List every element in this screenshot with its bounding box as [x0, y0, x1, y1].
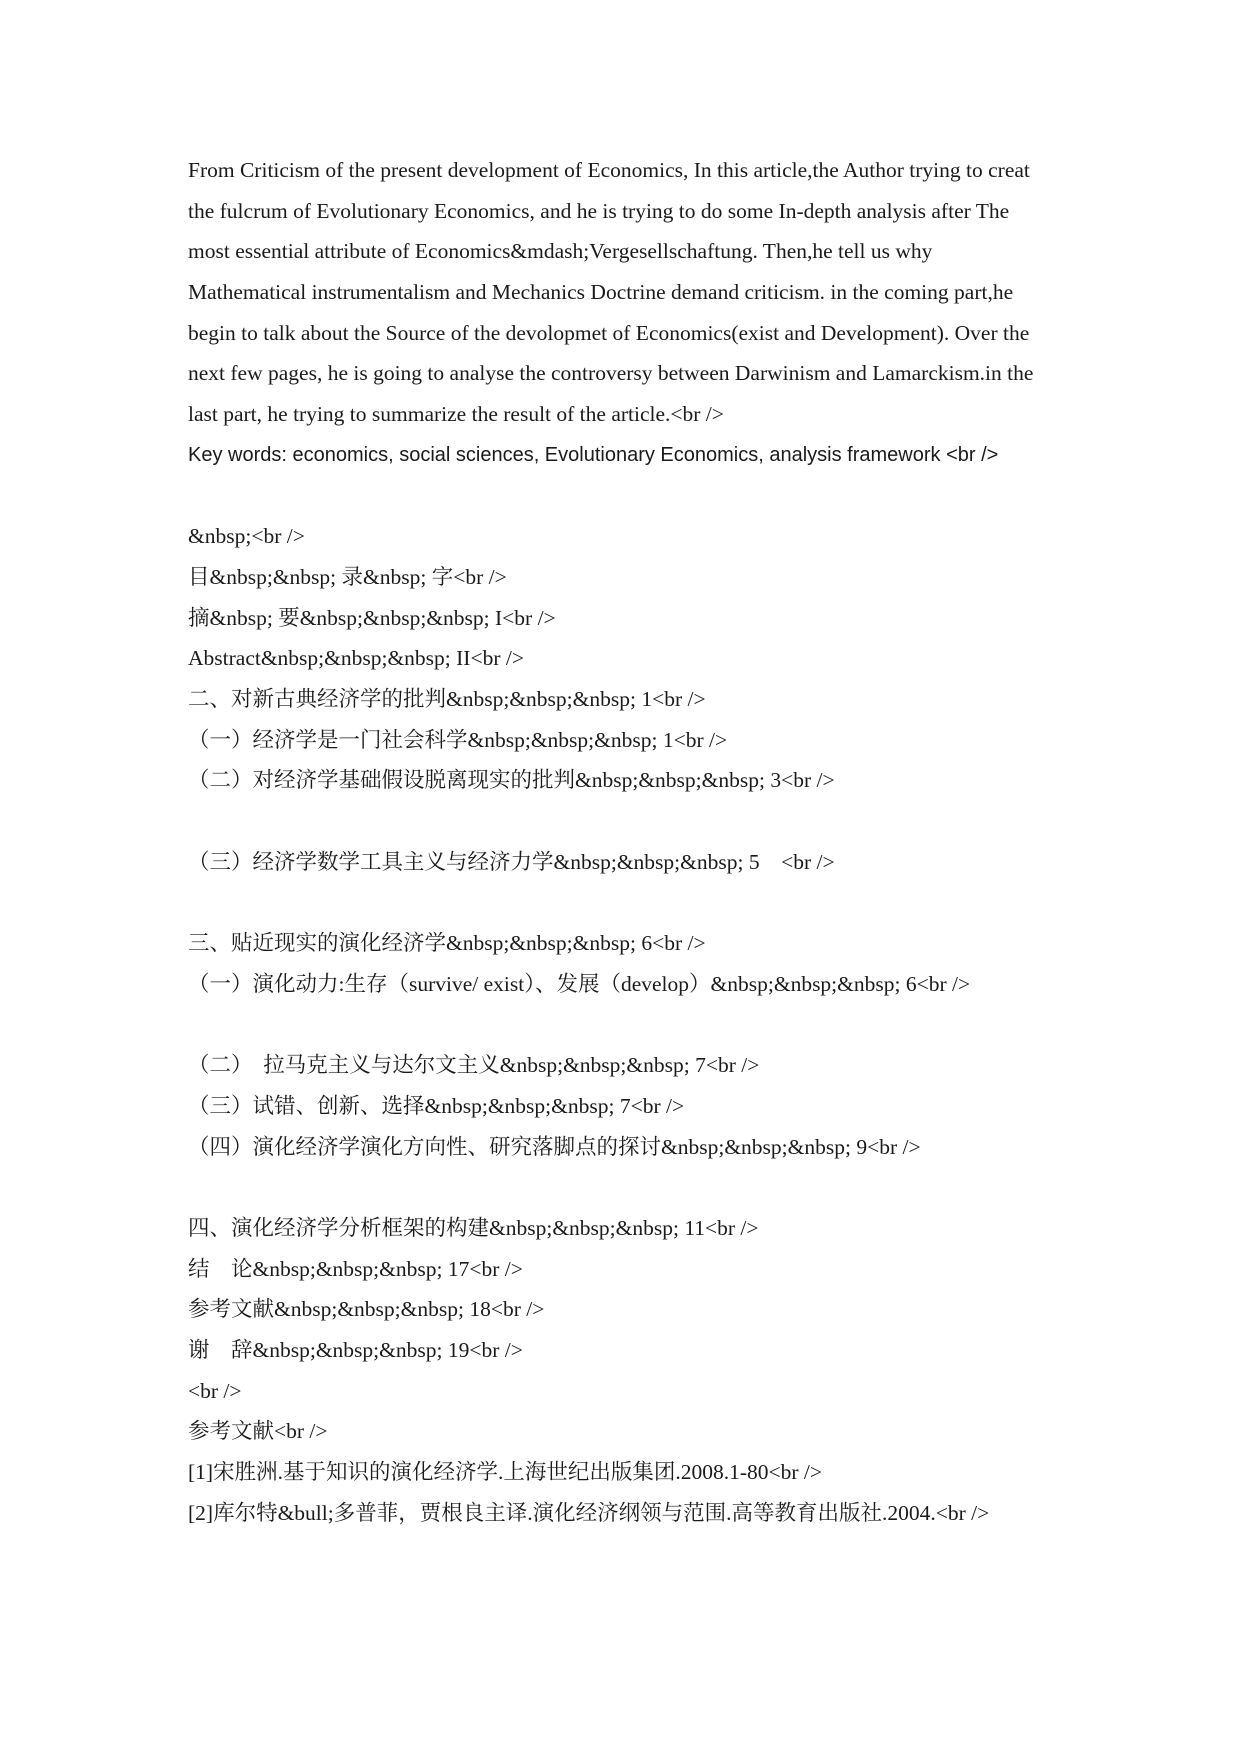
nbsp-line: &nbsp;<br /> — [188, 524, 305, 549]
abstract-line: From Criticism of the present development of Economics, In this article,the Author trying to creat — [188, 158, 1030, 182]
abstract-line: the fulcrum of Evolutionary Economics, and he is trying to do some In-depth analysis after The — [188, 198, 1010, 223]
toc-entry: （三）试错、创新、选择&nbsp;&nbsp;&nbsp; 7<br /> — [188, 1093, 685, 1118]
table-of-contents — [188, 516, 1068, 1411]
spacer — [188, 1004, 1068, 1045]
references-section — [188, 1411, 1068, 1533]
toc-entry: （二）对经济学基础假设脱离现实的批判&nbsp;&nbsp;&nbsp; 3<br /> — [188, 768, 835, 793]
abstract-line: last part, he trying to summarize the result of the article.<br /> — [188, 402, 724, 427]
toc-entry: 参考文献&nbsp;&nbsp;&nbsp; 18<br /> — [188, 1297, 545, 1322]
toc-entry: Abstract&nbsp;&nbsp;&nbsp; II<br /> — [188, 646, 524, 671]
toc-title: 目&nbsp;&nbsp; 录&nbsp; 字<br /> — [188, 564, 507, 589]
toc-entry: （一）演化动力:生存（survive/ exist）、发展（develop）&nbsp;&nbsp;&nbsp; 6<br /> — [188, 971, 971, 996]
toc-entry: （三）经济学数学工具主义与经济力学&nbsp;&nbsp;&nbsp; 5 <br /> — [188, 849, 835, 874]
toc-entry: 二、对新古典经济学的批判&nbsp;&nbsp;&nbsp; 1<br /> — [188, 686, 706, 711]
spacer — [188, 882, 1068, 923]
spacer — [188, 476, 1068, 517]
abstract-paragraph — [188, 150, 1068, 435]
toc-entry: 三、贴近现实的演化经济学&nbsp;&nbsp;&nbsp; 6<br /> — [188, 931, 706, 956]
toc-entry: （二） 拉马克主义与达尔文主义&nbsp;&nbsp;&nbsp; 7<br /> — [188, 1053, 760, 1078]
abstract-line: most essential attribute of Economics&mdash;Vergesellschaftung. Then,he tell us why — [188, 239, 933, 264]
toc-entry: （四）演化经济学演化方向性、研究落脚点的探讨&nbsp;&nbsp;&nbsp; 9<br /> — [188, 1134, 921, 1159]
reference-item: [1]宋胜洲.基于知识的演化经济学.上海世纪出版集团.2008.1-80<br /> — [188, 1460, 822, 1484]
toc-entry: （一）经济学是一门社会科学&nbsp;&nbsp;&nbsp; 1<br /> — [188, 727, 728, 752]
toc-entry: 谢 辞&nbsp;&nbsp;&nbsp; 19<br /> — [188, 1337, 523, 1362]
toc-entry: 结 论&nbsp;&nbsp;&nbsp; 17<br /> — [188, 1256, 523, 1281]
toc-entry: <br /> — [188, 1378, 242, 1403]
keywords-line: Key words: economics, social sciences, Evolutionary Economics, analysis framework <br /> — [188, 443, 999, 466]
abstract-line: Mathematical instrumentalism and Mechanics Doctrine demand criticism. in the coming part,he — [188, 280, 1014, 305]
abstract-line: begin to talk about the Source of the devolopmet of Economics(exist and Development). Over the — [188, 320, 1030, 345]
toc-entry: 四、演化经济学分析框架的构建&nbsp;&nbsp;&nbsp; 11<br /> — [188, 1215, 759, 1240]
reference-item: [2]库尔特&bull;多普菲，贾根良主译.演化经济纲领与范围.高等教育出版社.2004.<br /> — [188, 1500, 990, 1525]
spacer — [188, 801, 1068, 842]
document-page — [188, 150, 1068, 1533]
spacer — [188, 1167, 1068, 1208]
abstract-line: next few pages, he is going to analyse the controversy between Darwinism and Lamarckism.in the — [188, 361, 1034, 386]
references-heading: 参考文献<br /> — [188, 1419, 328, 1444]
toc-entry: 摘&nbsp; 要&nbsp;&nbsp;&nbsp; I<br /> — [188, 605, 556, 630]
